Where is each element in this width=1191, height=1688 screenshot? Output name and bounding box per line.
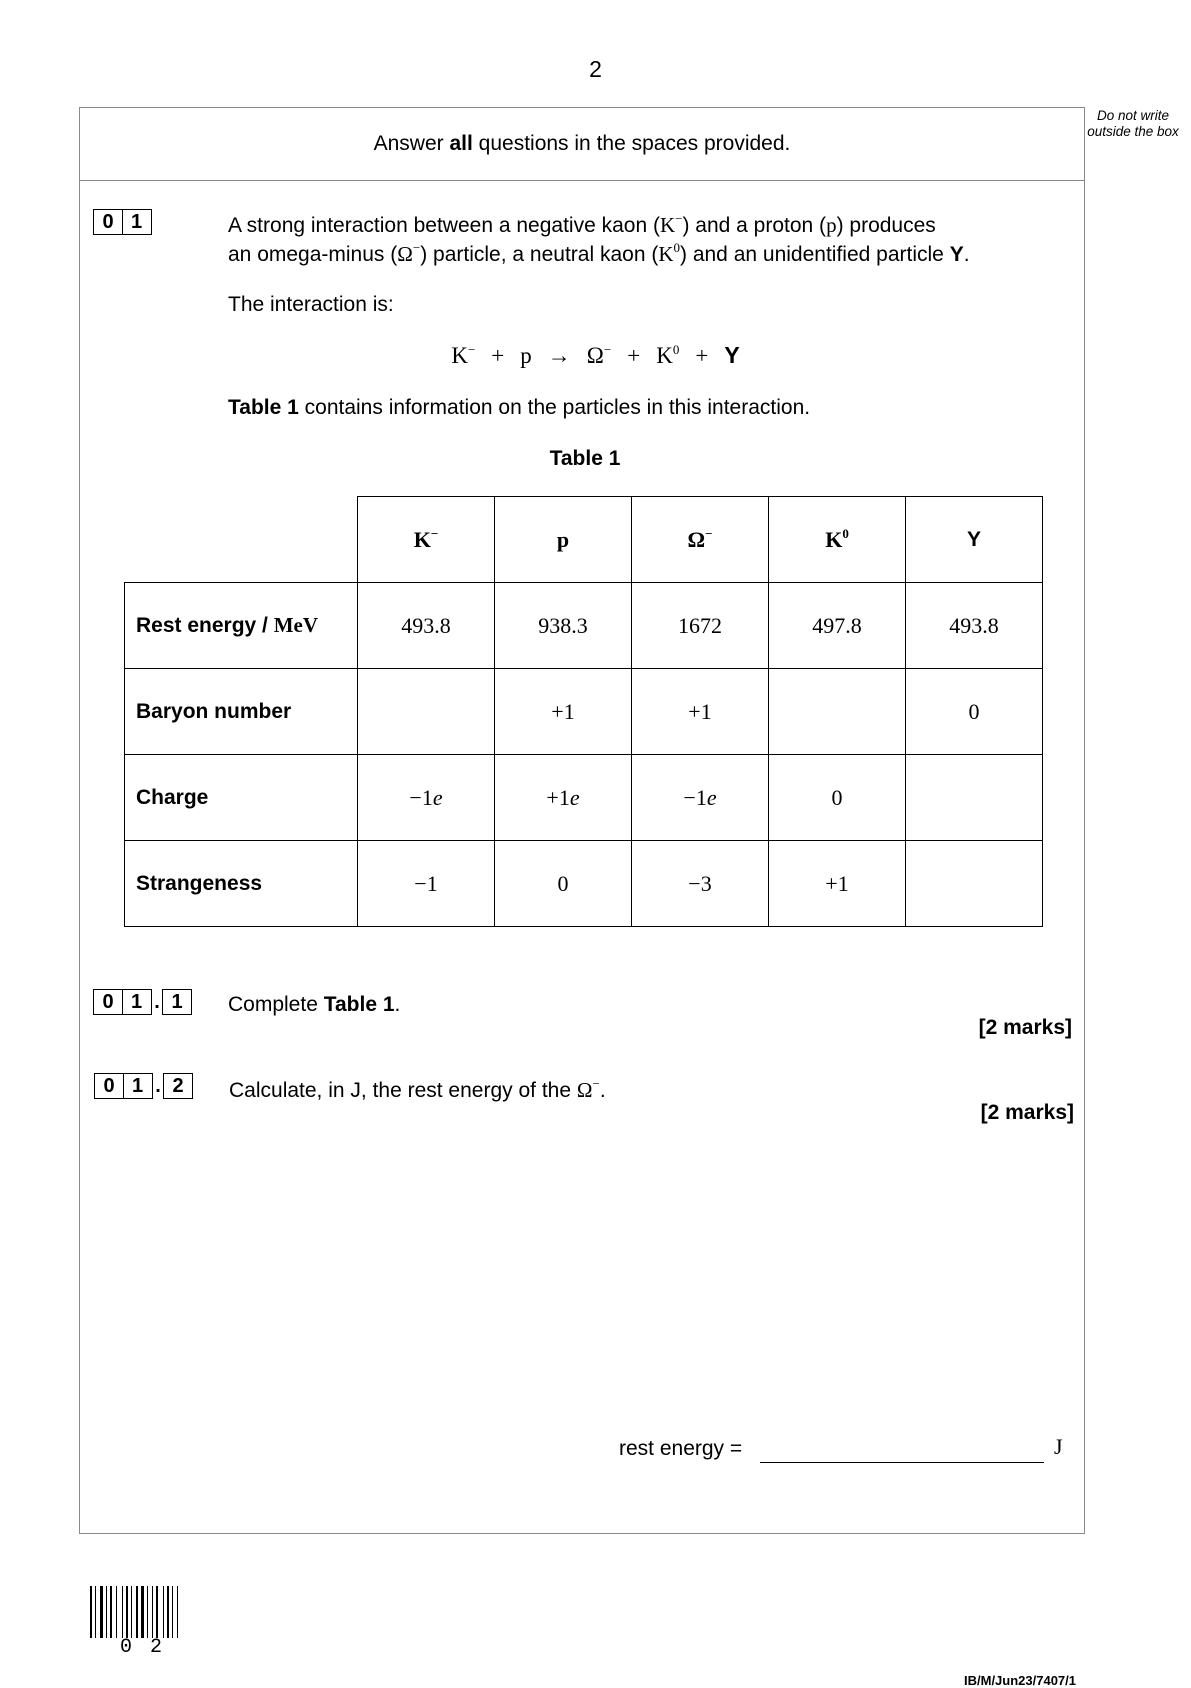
cell-unit: e <box>569 784 580 810</box>
column-header <box>769 497 906 583</box>
question-number-cell: 0 <box>93 209 123 235</box>
row-label: Rest energy / <box>136 614 274 637</box>
eq-plus: + <box>695 343 709 368</box>
question-number-cell: 1 <box>122 989 152 1015</box>
question-number-01-1 <box>93 989 191 1015</box>
cell-value: −1 <box>409 784 433 810</box>
row-header <box>125 669 358 755</box>
table-cell <box>769 755 906 841</box>
row-header <box>125 583 358 669</box>
row-header <box>125 755 358 841</box>
marks-label: [2 marks] <box>980 1101 1074 1124</box>
eq-k0: K <box>656 343 673 368</box>
table-ref-bold: Table 1 <box>228 396 299 419</box>
table-row <box>125 841 1043 927</box>
table-header-row <box>125 497 1043 583</box>
table-cell: 497.8 <box>769 583 906 669</box>
text: ) produces <box>836 214 936 237</box>
cell-value: 0 <box>831 784 843 810</box>
answer-unit: J <box>1054 1434 1063 1459</box>
omega-symbol: Ω <box>397 242 413 266</box>
table-row <box>125 755 1043 841</box>
question-number-01-2 <box>94 1073 192 1099</box>
column-header <box>495 497 632 583</box>
table-cell: +1 <box>495 669 632 755</box>
eq-plus: + <box>627 343 641 368</box>
table-cell: 493.8 <box>358 583 495 669</box>
row-label: Baryon number <box>136 699 292 723</box>
question-number-cell: 2 <box>163 1073 193 1099</box>
cell-unit: e <box>706 784 717 810</box>
table-cell: 938.3 <box>495 583 632 669</box>
text: A strong interaction between a negative kaon ( <box>228 214 660 237</box>
table-intro <box>228 393 810 422</box>
col-symbol: p <box>556 526 570 552</box>
question-number-cell: 0 <box>93 989 123 1015</box>
question-number-dot: . <box>154 990 160 1013</box>
eq-omega: Ω <box>586 343 604 368</box>
question-number-cell: 1 <box>123 1073 153 1099</box>
interaction-label: The interaction is: <box>228 293 394 316</box>
eq-plus: + <box>491 343 505 368</box>
text: ) and an unidentified particle <box>680 243 950 266</box>
superscript: 0 <box>673 240 680 255</box>
question-01-2-text <box>229 1076 606 1105</box>
table-cell-empty[interactable] <box>358 669 495 755</box>
col-sup: − <box>705 525 713 541</box>
cell-value: −1 <box>683 784 707 810</box>
proton-symbol: p <box>826 213 837 237</box>
page-number: 2 <box>589 56 602 82</box>
question-number-dot: . <box>155 1074 161 1097</box>
col-symbol: Y <box>966 527 981 551</box>
intro-line-1 <box>228 211 970 240</box>
text: . <box>599 1079 606 1102</box>
table-cell-empty[interactable] <box>769 669 906 755</box>
kaon-symbol: K <box>658 242 674 266</box>
kaon-symbol: K <box>659 213 676 237</box>
answer-input-line[interactable] <box>760 1462 1044 1463</box>
eq-sup: − <box>603 342 612 357</box>
text: an omega-minus ( <box>228 243 398 266</box>
table-row <box>125 583 1043 669</box>
question-number-cell: 1 <box>162 989 192 1015</box>
barcode-icon <box>90 1586 200 1638</box>
row-label: Strangeness <box>136 871 263 895</box>
eq-k: K <box>451 343 468 368</box>
barcode-digits: 02 <box>120 1636 181 1659</box>
table-cell <box>632 755 769 841</box>
row-label: Charge <box>136 785 209 809</box>
col-symbol: K <box>825 526 843 552</box>
omega-symbol: Ω <box>576 1078 593 1102</box>
text: . <box>963 243 970 266</box>
eq-sup: − <box>467 342 476 357</box>
table-cell: 493.8 <box>906 583 1043 669</box>
text: Complete <box>228 993 324 1016</box>
particle-y: Y <box>949 243 964 266</box>
table-caption: Table 1 <box>549 447 621 470</box>
question-number-01 <box>93 209 150 235</box>
question-number-cell: 1 <box>122 209 152 235</box>
instruction-text-after: questions in the spaces provided. <box>472 132 791 155</box>
intro-line-2 <box>228 240 970 269</box>
table-corner <box>125 497 358 583</box>
eq-y: Y <box>724 342 740 368</box>
table-cell: 1672 <box>632 583 769 669</box>
table-ref-bold: Table 1 <box>323 993 395 1016</box>
row-header <box>125 841 358 927</box>
table-cell-empty[interactable] <box>906 755 1043 841</box>
table-intro-text: contains information on the particles in this interaction. <box>298 396 811 419</box>
eq-p: p <box>520 343 532 368</box>
particle-table <box>124 496 1043 927</box>
question-01-intro <box>228 211 970 269</box>
table-cell: 0 <box>495 841 632 927</box>
col-symbol: Ω <box>687 526 706 552</box>
table-cell <box>358 755 495 841</box>
paper-reference: IB/M/Jun23/7407/1 <box>964 1673 1076 1688</box>
col-sup: 0 <box>842 525 849 541</box>
header-divider <box>79 180 1085 181</box>
table-cell: +1 <box>769 841 906 927</box>
text: ) particle, a neutral kaon ( <box>420 243 659 266</box>
table-cell: −1 <box>358 841 495 927</box>
margin-note: Do not write outside the box <box>1087 108 1179 139</box>
text: Calculate, in J, the rest energy of the <box>229 1079 577 1102</box>
table-row <box>125 669 1043 755</box>
superscript: − <box>412 240 421 255</box>
col-symbol: K <box>413 526 431 552</box>
instruction-line <box>79 132 1085 156</box>
cell-unit: e <box>432 784 443 810</box>
table-cell-empty[interactable] <box>906 841 1043 927</box>
instruction-text-bold: all <box>449 132 473 155</box>
cell-value: +1 <box>546 784 570 810</box>
row-unit: MeV <box>273 613 319 637</box>
answer-label: rest energy = <box>619 1437 743 1460</box>
marks-label: [2 marks] <box>978 1016 1072 1039</box>
text: . <box>394 993 401 1016</box>
interaction-equation <box>0 342 1191 369</box>
table-cell: 0 <box>906 669 1043 755</box>
table-cell: −3 <box>632 841 769 927</box>
question-number-cell: 0 <box>94 1073 124 1099</box>
eq-arrow: → <box>547 343 571 368</box>
column-header <box>358 497 495 583</box>
column-header <box>906 497 1043 583</box>
instruction-text-before: Answer <box>373 132 450 155</box>
question-01-1-text <box>228 990 400 1019</box>
col-sup: − <box>430 525 439 541</box>
superscript: − <box>592 1076 600 1091</box>
eq-sup: 0 <box>672 342 680 357</box>
table-cell: +1 <box>632 669 769 755</box>
table-cell <box>495 755 632 841</box>
superscript: − <box>675 211 683 226</box>
text: ) and a proton ( <box>682 214 827 237</box>
column-header <box>632 497 769 583</box>
